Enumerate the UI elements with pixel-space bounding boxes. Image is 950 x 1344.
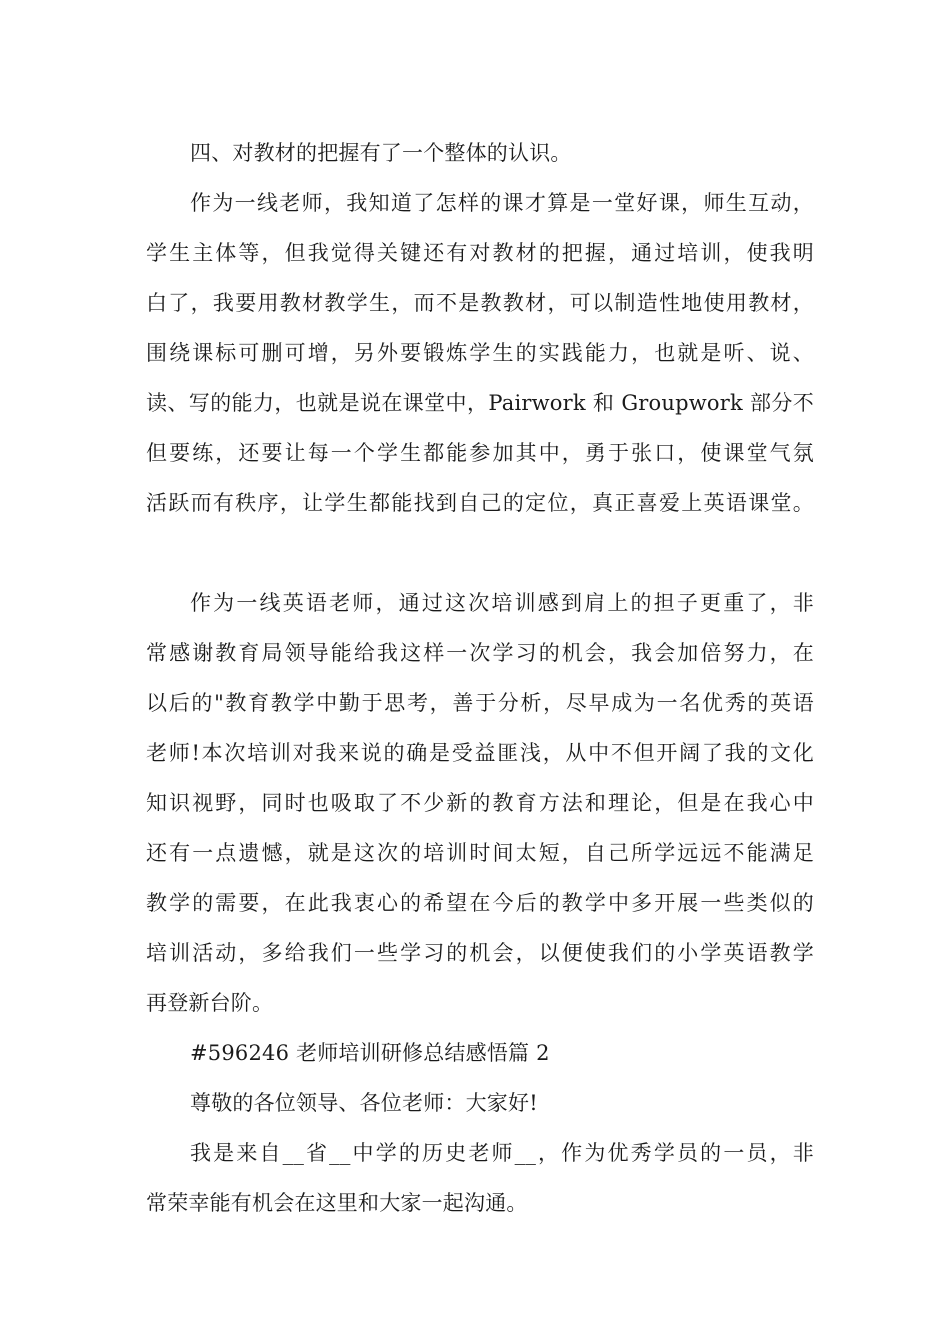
greeting: 尊敬的各位领导、各位老师：大家好!: [190, 1091, 538, 1115]
text-line: 读、写的能力，也就是说在课堂中，Pairwork 和 Groupwork 部分不: [146, 391, 814, 415]
text-line: 以后的"教育教学中勤于思考，善于分析，尽早成为一名优秀的英语: [146, 691, 814, 715]
section-four-heading: 四、对教材的把握有了一个整体的认识。: [190, 141, 572, 165]
text-line: 还有一点遗憾，就是这次的培训时间太短，自己所学远远不能满足: [146, 841, 814, 865]
text-line: 常感谢教育局领导能给我这样一次学习的机会，我会加倍努力，在: [146, 641, 814, 665]
paragraph-teaching-materials: [146, 178, 814, 528]
paragraph-spacer: [146, 528, 814, 578]
text-line: 学生主体等，但我觉得关键还有对教材的把握，通过培训，使我明: [146, 241, 814, 265]
text-line: 围绕课标可删可增，另外要锻炼学生的实践能力，也就是听、说、: [146, 341, 814, 365]
article-two-heading: #596246 老师培训研修总结感悟篇 2: [190, 1041, 550, 1065]
text-line: 作为一线老师，我知道了怎样的课才算是一堂好课，师生互动，: [190, 191, 814, 215]
text-line: 常荣幸能有机会在这里和大家一起沟通。: [146, 1191, 528, 1215]
paragraph-introduction: [146, 1128, 814, 1228]
text-line: 教学的需要，在此我衷心的希望在今后的教学中多开展一些类似的: [146, 891, 814, 915]
document-body: [146, 128, 814, 1228]
text-line: 白了，我要用教材教学生，而不是教教材，可以制造性地使用教材，: [146, 291, 814, 315]
text-line: 活跃而有秩序，让学生都能找到自己的定位，真正喜爱上英语课堂。: [146, 491, 814, 515]
text-line: 培训活动，多给我们一些学习的机会，以便使我们的小学英语教学: [146, 941, 814, 965]
text-line: 老师!本次培训对我来说的确是受益匪浅，从中不但开阔了我的文化: [146, 741, 814, 765]
text-line: 知识视野，同时也吸取了不少新的教育方法和理论，但是在我心中: [146, 791, 814, 815]
paragraph-english-teacher: [146, 578, 814, 1028]
text-line: 作为一线英语老师，通过这次培训感到肩上的担子更重了，非: [190, 591, 814, 615]
text-line: 但要练，还要让每一个学生都能参加其中，勇于张口，使课堂气氛: [146, 441, 814, 465]
text-line: 我是来自__省__中学的历史老师__，作为优秀学员的一员，非: [190, 1141, 814, 1165]
text-line: 再登新台阶。: [146, 991, 274, 1015]
